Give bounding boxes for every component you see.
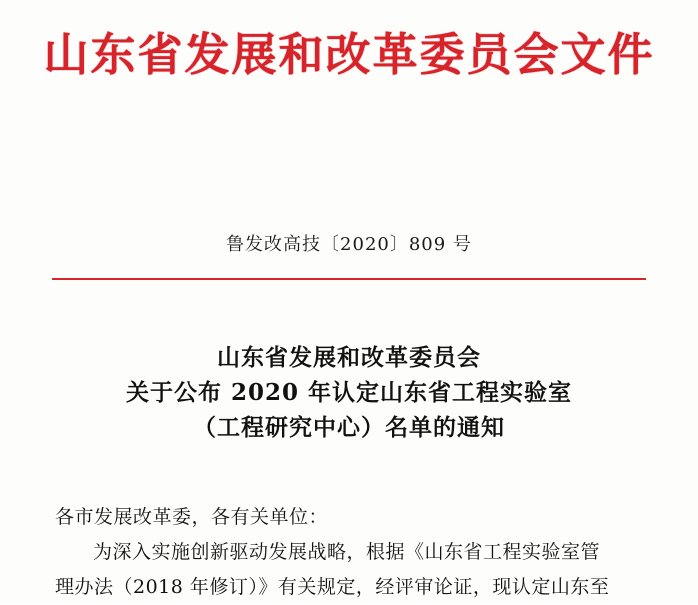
red-divider-rule [52, 278, 646, 280]
document-title-line-2: 关于公布 2020 年认定山东省工程实验室 [125, 379, 573, 406]
document-title-block [0, 340, 698, 445]
document-title-line-1: 山东省发展和改革委员会 [217, 344, 481, 371]
body-line-1: 为深入实施创新驱动发展战略，根据《山东省工程实验室管 [93, 541, 601, 563]
document-body-text [55, 500, 645, 605]
document-number: 鲁发改高技〔2020〕809 号 [226, 234, 472, 255]
document-masthead-title: 山东省发展和改革委员会文件 [43, 28, 655, 81]
body-line-2: 理办法（2018 年修订）》有关规定，经评审论证，现认定山东至 [55, 576, 610, 598]
document-title-line-3: （工程研究中心）名单的通知 [193, 414, 505, 441]
body-line-salutation: 各市发展改革委，各有关单位： [55, 506, 329, 528]
